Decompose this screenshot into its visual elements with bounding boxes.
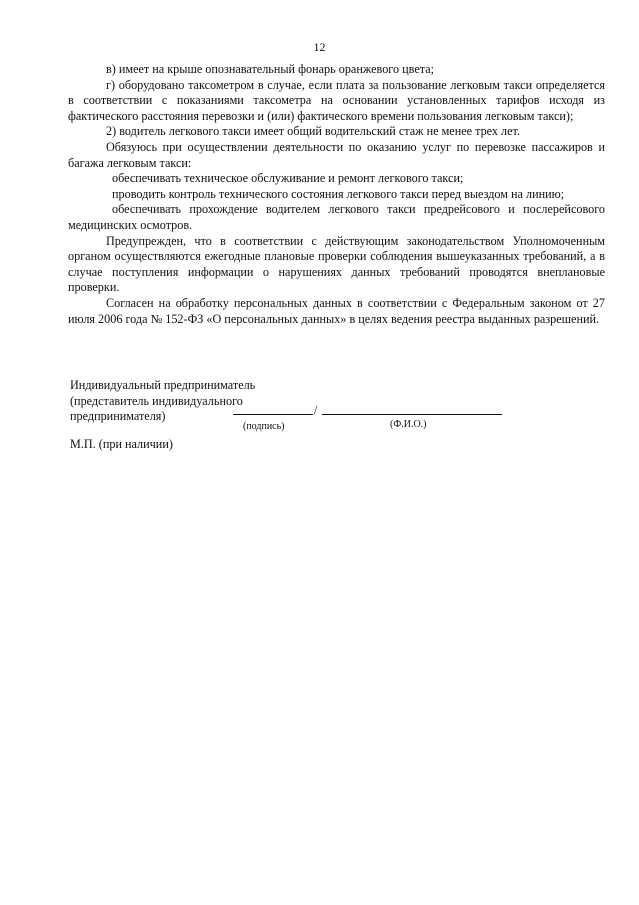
paragraph-obligation-maintenance: обеспечивать техническое обслуживание и ремонт легкового такси; — [112, 171, 464, 186]
signature-label-line-1: Индивидуальный предприниматель — [70, 378, 256, 392]
page-number: 12 — [313, 40, 326, 54]
signature-line — [233, 414, 313, 415]
paragraph-item-v: в) имеет на крыше опознавательный фонарь оранжевого цвета; — [106, 62, 435, 76]
paragraph-consent: Согласен на обработку персональных данных в соответствии с Федеральным законом от 27 июля 2006 года № 152-ФЗ «О персональных данных» в целях ведения реестра выданных разрешений. — [68, 295, 605, 326]
signature-label-line-3: предпринимателя) — [70, 409, 166, 424]
paragraph-driver-experience: 2) водитель легкового такси имеет общий водительский стаж не менее трех лет. — [106, 124, 521, 139]
paragraph-obligation-medical: обеспечивать прохождение водителем легкового такси предрейсового и послерейсового медицинских осмотров. — [68, 202, 605, 232]
signature-label — [70, 378, 255, 425]
signature-separator: / — [314, 403, 318, 417]
paragraph-obligation-intro: Обязуюсь при осуществлении деятельности по оказанию услуг по перевозке пассажиров и багажа легковым такси: — [68, 139, 605, 170]
stamp-note: М.П. (при наличии) — [70, 437, 173, 451]
fio-caption: (Ф.И.О.) — [390, 419, 427, 430]
document-body — [68, 62, 605, 327]
paragraph-item-g: г) оборудовано таксометром в случае, если плата за пользование легковым такси определяется в соответствии с показаниями таксометра на основании установленных тарифов исходя из фактического расстояния перевозки и (или) фактического времени пользования легковым такси); — [68, 77, 605, 123]
signature-caption: (подпись) — [243, 421, 285, 432]
signature-label-line-2: (представитель индивидуального — [70, 393, 243, 408]
fio-line — [322, 414, 502, 415]
paragraph-warning: Предупрежден, что в соответствии с действующим законодательством Уполномоченным органом осуществляются ежегодные плановые проверки соблюдения вышеуказанных требований, а в случае поступления информации о нарушениях данных требований проводятся внеплановые проверки. — [68, 233, 605, 295]
paragraph-obligation-technical-control: проводить контроль технического состояния легкового такси перед выездом на линию; — [112, 186, 565, 201]
